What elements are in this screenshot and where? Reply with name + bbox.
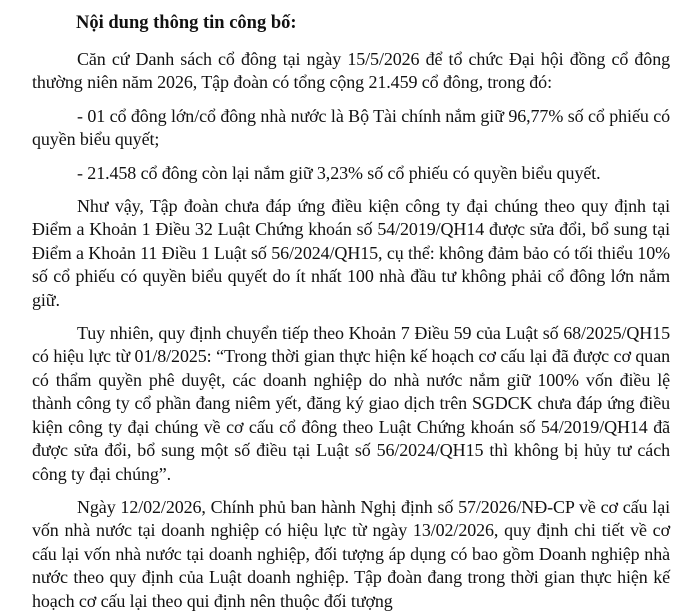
- paragraph-decree: Ngày 12/02/2026, Chính phủ ban hành Nghị định số 57/2026/NĐ-CP về cơ cấu lại vốn nhà nước tại doanh nghiệp có hiệu lực từ ngày 13/02/2026, quy định chi tiết về cơ cấu lại vốn nhà nước tại doanh nghiệp, đối tượng áp dụng có bao gồm Doanh nghiệp nhà nước theo quy định của Luật doanh nghiệp. Tập đoàn đang trong thời gian thực hiện kế hoạch cơ cấu lại theo qui định nên thuộc đối tượng: [32, 496, 670, 611]
- section-title: Nội dung thông tin công bố:: [76, 13, 297, 33]
- bullet-remaining-shareholders: - 21.458 cổ đông còn lại nắm giữ 3,23% số cổ phiếu có quyền biểu quyết.: [77, 162, 601, 183]
- bullet-major-shareholder: - 01 cổ đông lớn/cổ đông nhà nước là Bộ Tài chính nắm giữ 96,77% số cổ phiếu có quyền biểu quyết;: [32, 105, 670, 150]
- paragraph-shareholder-list: Căn cứ Danh sách cổ đông tại ngày 15/5/2026 để tổ chức Đại hội đồng cổ đông thường niên năm 2026, Tập đoàn có tổng cộng 21.459 cổ đông, trong đó:: [32, 49, 670, 93]
- paragraph-transitional-provision: Tuy nhiên, quy định chuyển tiếp theo Khoản 7 Điều 59 của Luật số 68/2025/QH15 có hiệu lực từ 01/8/2025: “Trong thời gian thực hiện kế hoạch cơ cấu lại đã được cơ quan có thẩm quyền phê duyệt, các doanh nghiệp do nhà nước nắm giữ 100% vốn điều lệ thành công ty cổ phần đang niêm yết, đăng ký giao dịch trên SGDCK chưa đáp ứng điều kiện công ty đại chúng về cơ cấu cổ đông theo Luật Chứng khoán số 54/2019/QH14 đã được sửa đổi, bổ sung một số điều tại Luật số 56/2024/QH15 thì không bị hủy tư cách công ty đại chúng”.: [32, 323, 670, 484]
- paragraph-public-company-condition: Như vậy, Tập đoàn chưa đáp ứng điều kiện công ty đại chúng theo quy định tại Điểm a Khoản 1 Điều 32 Luật Chứng khoán số 54/2019/QH14 được sửa đổi, bổ sung tại Điểm a Khoản 11 Điều 1 Luật số 56/2024/QH15, cụ thể: không đảm bảo có tối thiểu 10% số cổ phiếu có quyền biểu quyết do ít nhất 100 nhà đầu tư không phải cổ đông lớn nắm giữ.: [32, 196, 670, 310]
